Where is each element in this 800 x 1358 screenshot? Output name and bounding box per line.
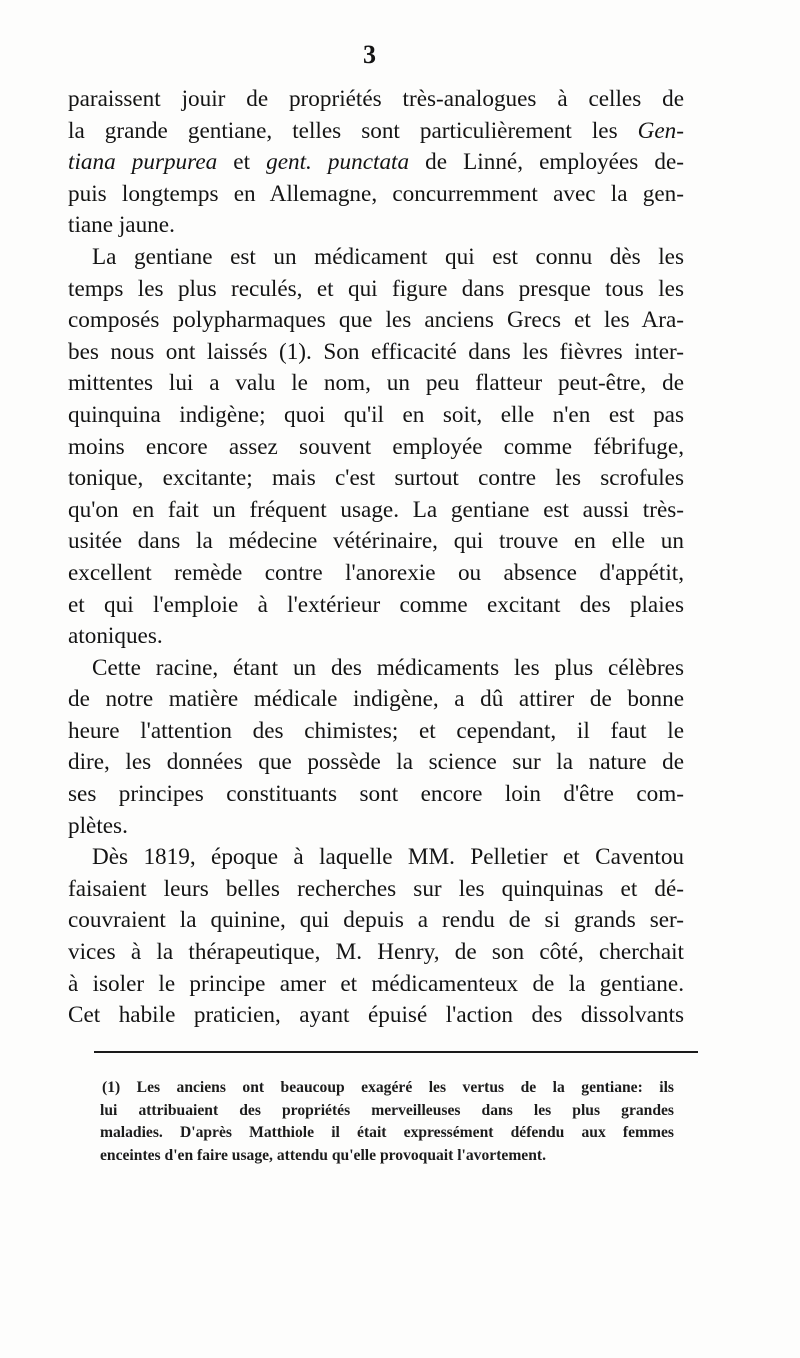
text-line bbox=[68, 368, 684, 400]
text-line bbox=[68, 969, 684, 1001]
text-run: la grande gentiane, telles sont particulièrement les bbox=[68, 117, 638, 144]
text-line bbox=[68, 558, 684, 590]
page-number: 3 bbox=[363, 40, 377, 69]
text-run: de Linné, employées de- bbox=[409, 149, 684, 176]
text-run: quinquina indigène; quoi qu'il en soit, elle n'en est pas bbox=[68, 401, 684, 428]
text-line bbox=[68, 653, 684, 685]
text-line bbox=[68, 590, 684, 622]
body-text bbox=[68, 84, 684, 1032]
text-line bbox=[68, 937, 684, 969]
text-run: moins encore assez souvent employée comme fébrifuge, bbox=[68, 433, 684, 460]
text-run: qu'on en fait un fréquent usage. La gentiane est aussi très- bbox=[68, 496, 684, 523]
text-line bbox=[68, 179, 684, 211]
text-run: Cette racine, étant un des médicaments les plus célèbres bbox=[92, 654, 684, 681]
text-run: La gentiane est un médicament qui est connu dès les bbox=[92, 243, 684, 270]
text-run: paraissent jouir de propriétés très-analogues à celles de bbox=[68, 86, 684, 112]
text-line bbox=[68, 116, 684, 148]
text-run: tiane jaune. bbox=[68, 212, 175, 239]
text-line bbox=[68, 1000, 684, 1032]
text-line bbox=[68, 305, 684, 337]
text-run: excellent remède contre l'anorexie ou absence d'appétit, bbox=[68, 559, 684, 586]
text-run: atoniques. bbox=[68, 623, 163, 650]
text-line bbox=[68, 400, 684, 432]
text-run: tonique, excitante; mais c'est surtout contre les scrofules bbox=[68, 465, 684, 492]
text-run: couvraient la quinine, qui depuis a rendu de si grands ser- bbox=[68, 907, 684, 934]
text-line bbox=[68, 905, 684, 937]
text-line bbox=[68, 210, 684, 242]
text-run: mittentes lui a valu le nom, un peu flatteur peut-être, de bbox=[68, 370, 684, 397]
italic-text: gent. punctata bbox=[266, 149, 410, 176]
text-run: composés polypharmaques que les anciens Grecs et les Ara- bbox=[68, 307, 684, 334]
text-line bbox=[68, 432, 684, 464]
text-run: vices à la thérapeutique, M. Henry, de son côté, cherchait bbox=[68, 939, 684, 966]
italic-text: Gen- bbox=[637, 117, 684, 144]
footnote-line: (1) Les anciens ont beaucoup exagéré les vertus de la gentiane: ils bbox=[102, 1079, 674, 1096]
text-line bbox=[68, 495, 684, 527]
text-run: temps les plus reculés, et qui figure dans presque tous les bbox=[68, 275, 684, 302]
text-run: Dès 1819, époque à laquelle MM. Pelletier et Caventou bbox=[92, 844, 684, 871]
text-line bbox=[68, 84, 684, 116]
text-line bbox=[68, 684, 684, 716]
text-line bbox=[68, 526, 684, 558]
text-run: à isoler le principe amer et médicamenteux de la gentiane. bbox=[68, 970, 684, 997]
text-line bbox=[68, 463, 684, 495]
text-line bbox=[68, 716, 684, 748]
text-line bbox=[68, 874, 684, 906]
text-run: et qui l'emploie à l'extérieur comme excitant des plaies bbox=[68, 591, 684, 618]
text-run: de notre matière médicale indigène, a dû attirer de bonne bbox=[68, 686, 684, 713]
text-line bbox=[68, 811, 684, 843]
text-line bbox=[68, 274, 684, 306]
text-line bbox=[68, 747, 684, 779]
text-line bbox=[68, 147, 684, 179]
footnote-line: enceintes d'en faire usage, attendu qu'elle provoquait l'avortement. bbox=[100, 1146, 546, 1164]
footnote bbox=[100, 1077, 674, 1167]
text-run: puis longtemps en Allemagne, concurremment avec la gen- bbox=[68, 180, 684, 207]
footnote-divider bbox=[94, 1051, 698, 1053]
text-run: heure l'attention des chimistes; et cependant, il faut le bbox=[68, 717, 684, 744]
text-run: usitée dans la médecine vétérinaire, qui trouve en elle un bbox=[68, 528, 684, 555]
text-line bbox=[68, 779, 684, 811]
text-run: plètes. bbox=[68, 812, 128, 839]
text-line bbox=[68, 242, 684, 274]
text-line bbox=[68, 621, 684, 653]
footnote-line: lui attribuaient des propriétés merveilleuses dans les plus grandes bbox=[100, 1101, 674, 1119]
italic-text: tiana purpurea bbox=[68, 149, 218, 176]
text-run: faisaient leurs belles recherches sur les quinquinas et dé- bbox=[68, 875, 684, 902]
text-run: dire, les données que possède la science sur la nature de bbox=[68, 749, 684, 776]
text-line bbox=[68, 337, 684, 369]
text-line bbox=[68, 842, 684, 874]
text-run: Cet habile praticien, ayant épuisé l'action des dissolvants bbox=[68, 1002, 684, 1029]
text-run: ses principes constituants sont encore loin d'être com- bbox=[68, 781, 684, 808]
text-run: et bbox=[217, 149, 267, 176]
footnote-line: maladies. D'après Matthiole il était expressément défendu aux femmes bbox=[100, 1124, 674, 1142]
text-run: bes nous ont laissés (1). Son efficacité dans les fièvres inter- bbox=[68, 338, 684, 365]
